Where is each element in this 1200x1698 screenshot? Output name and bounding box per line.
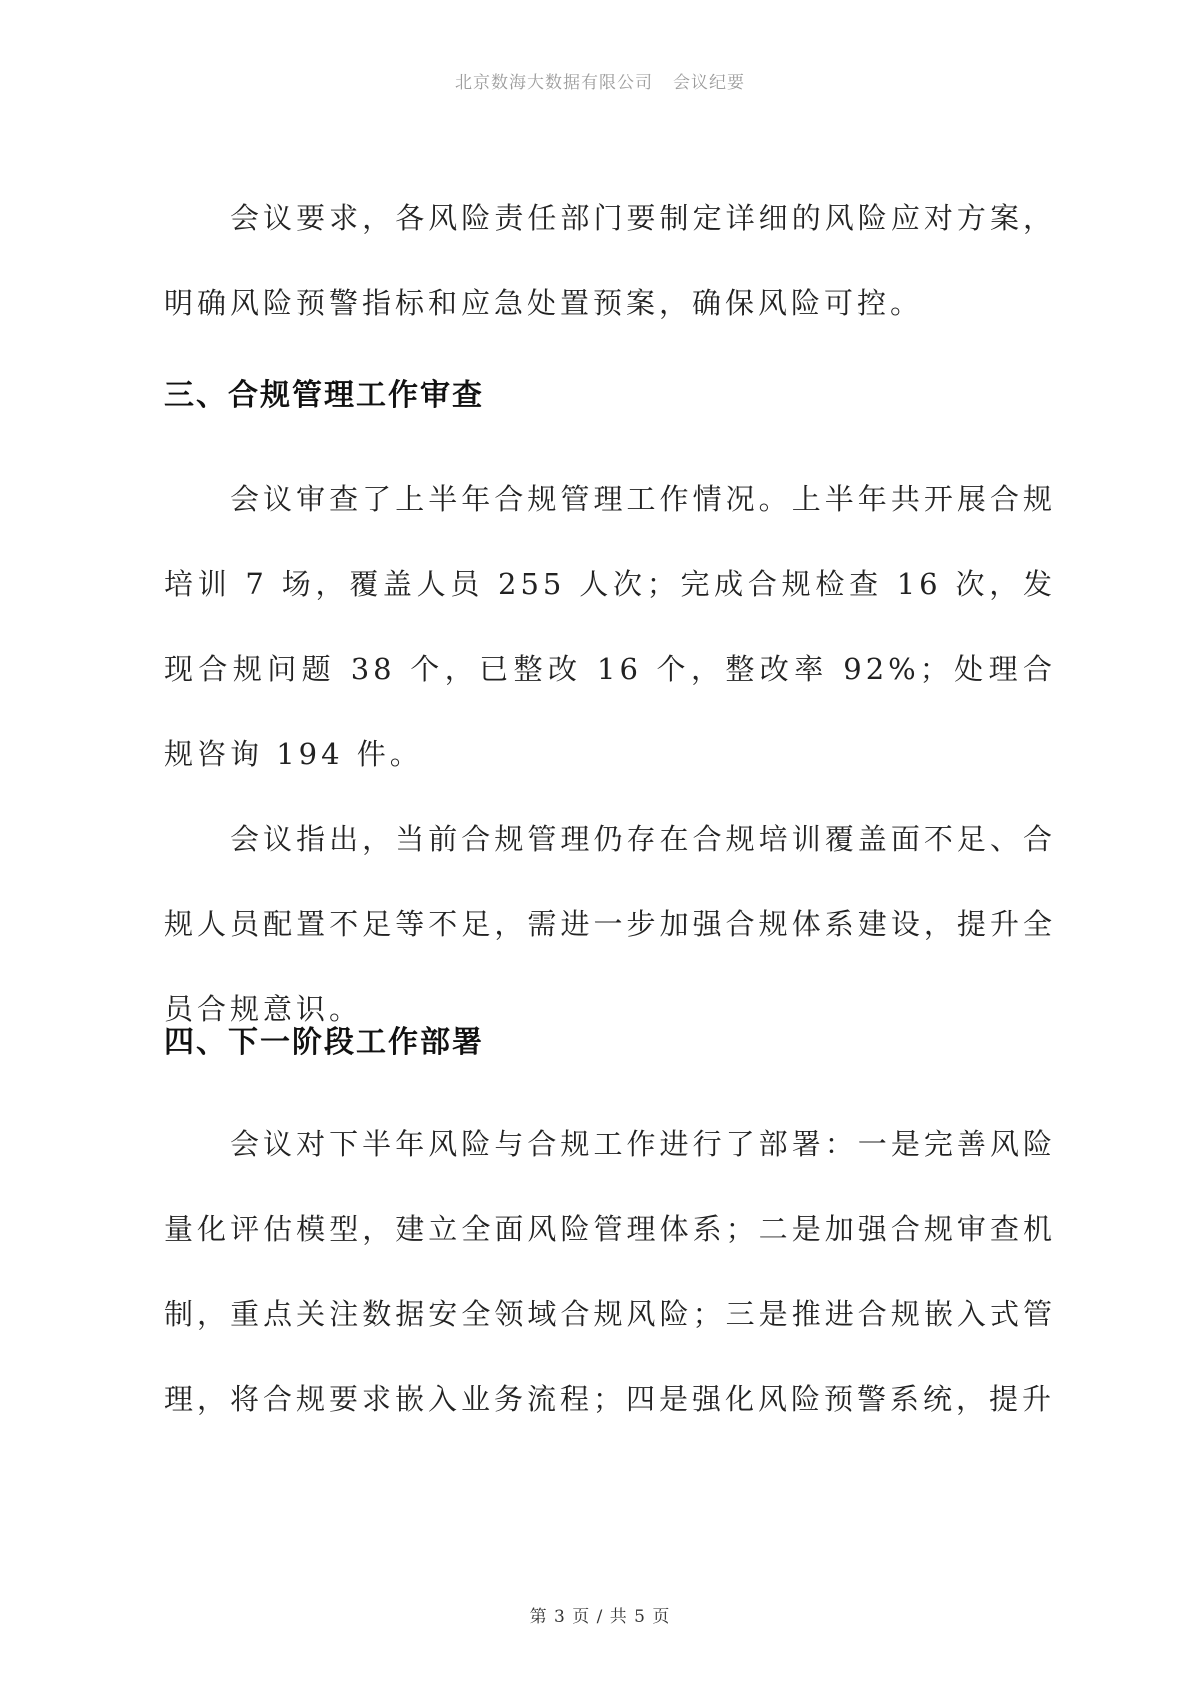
page-number-label: 第 3 页 / 共 5 页 [529, 1607, 671, 1627]
section4-title: 四、下一阶段工作部署 [164, 1025, 484, 1060]
section4-body [164, 1102, 1056, 1442]
section3-title: 三、合规管理工作审查 [164, 378, 484, 413]
page-footer [0, 1602, 1200, 1627]
section3-body [164, 457, 1056, 1052]
section3-paragraph-2: 会议指出，当前合规管理仍存在合规培训覆盖面不足、合规人员配置不足等不足，需进一步加强合规体系建设，提升全员合规意识。 [164, 822, 1056, 1026]
section4-paragraph-1: 会议对下半年风险与合规工作进行了部署：一是完善风险量化评估模型，建立全面风险管理体系；二是加强合规审查机制，重点关注数据安全领域合规风险；三是推进合规嵌入式管理，将合规要求嵌入业务流程；四是强化风险预警系统，提升 [164, 1127, 1056, 1416]
page-header [0, 68, 1200, 93]
header-company: 北京数海大数据有限公司 [455, 73, 653, 93]
header-doc-type: 会议纪要 [673, 73, 745, 93]
section3-paragraph-1: 会议审查了上半年合规管理工作情况。上半年共开展合规培训 7 场，覆盖人员 255 人次；完成合规检查 16 次，发现合规问题 38 个，已整改 16 个，整改率 92%；处理合规咨询 194 件。 [164, 482, 1056, 771]
intro-block [164, 176, 1056, 346]
intro-paragraph: 会议要求，各风险责任部门要制定详细的风险应对方案，明确风险预警指标和应急处置预案，确保风险可控。 [164, 201, 1056, 320]
